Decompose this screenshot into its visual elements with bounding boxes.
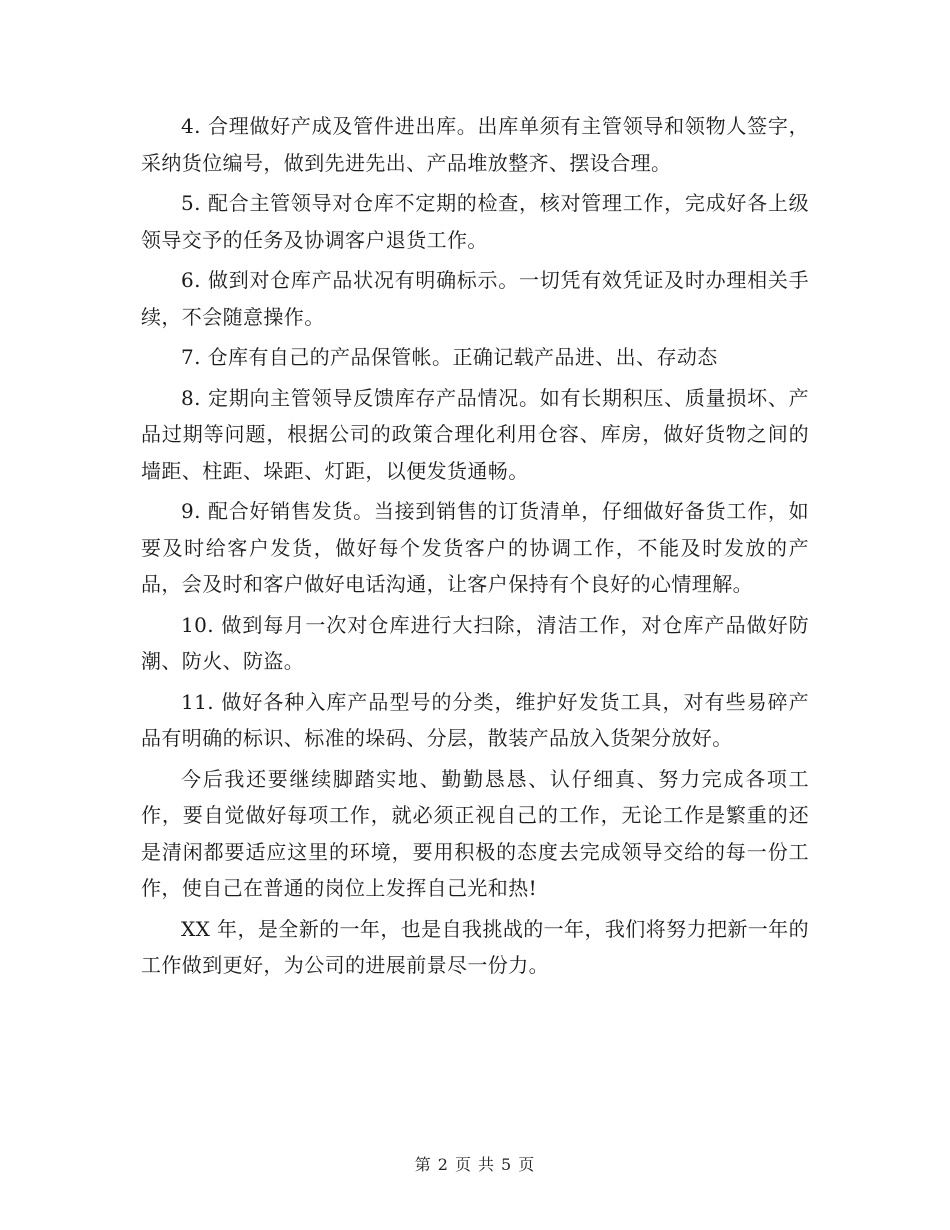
paragraph-new-year: XX 年，是全新的一年，也是自我挑战的一年，我们将努力把新一年的工作做到更好，为公司的进展前景尽一份力。: [141, 916, 809, 977]
footer-page-word: 页: [454, 1155, 472, 1174]
page-number-footer: [0, 1152, 950, 1175]
footer-suffix: 页: [518, 1155, 536, 1174]
paragraph-item-8: 8. 定期向主管领导反馈库存产品情况。如有长期积压、质量损坏、产品过期等问题，根据公司的政策合理化利用仓容、库房，做好货物之间的墙距、柱距、垛距、灯距，以便发货通畅。: [141, 385, 809, 483]
paragraph-item-4: 4. 合理做好产成及管件进出库。出库单须有主管领导和领物人签字，采纳货位编号，做到先进先出、产品堆放整齐、摆设合理。: [141, 114, 809, 175]
document-body: [141, 108, 809, 988]
footer-current-page: 2: [437, 1155, 449, 1174]
footer-prefix: 第: [414, 1155, 432, 1174]
paragraph-item-10: 10. 做到每月一次对仓库进行大扫除，清洁工作，对仓库产品做好防潮、防火、防盗。: [141, 612, 809, 673]
paragraph-item-6: 6. 做到对仓库产品状况有明确标示。一切凭有效凭证及时办理相关手续，不会随意操作。: [141, 268, 809, 329]
paragraph-item-9: 9. 配合好销售发货。当接到销售的订货清单，仔细做好备货工作，如要及时给客户发货，做好每个发货客户的协调工作，不能及时发放的产品，会及时和客户做好电话沟通，让客户保持有个良好的心情理解。: [141, 499, 809, 596]
paragraph-item-11: 11. 做好各种入库产品型号的分类，维护好发货工具，对有些易碎产品有明确的标识、标准的垛码、分层，散装产品放入货架分放好。: [141, 689, 809, 750]
footer-total-pages: 5: [501, 1155, 513, 1174]
paragraph-future-plan: 今后我还要继续脚踏实地、勤勤恳恳、认仔细真、努力完成各项工作，要自觉做好每项工作，就必须正视自己的工作，无论工作是繁重的还是清闲都要适应这里的环境，要用积极的态度去完成领导交给的每一份工作，使自己在普通的岗位上发挥自己光和热!: [141, 766, 809, 900]
paragraph-item-5: 5. 配合主管领导对仓库不定期的检查，核对管理工作，完成好各上级领导交予的任务及协调客户退货工作。: [141, 191, 809, 252]
footer-total-word: 共: [478, 1155, 496, 1174]
paragraph-item-7: 7. 仓库有自己的产品保管帐。正确记载产品进、出、存动态: [181, 345, 718, 369]
